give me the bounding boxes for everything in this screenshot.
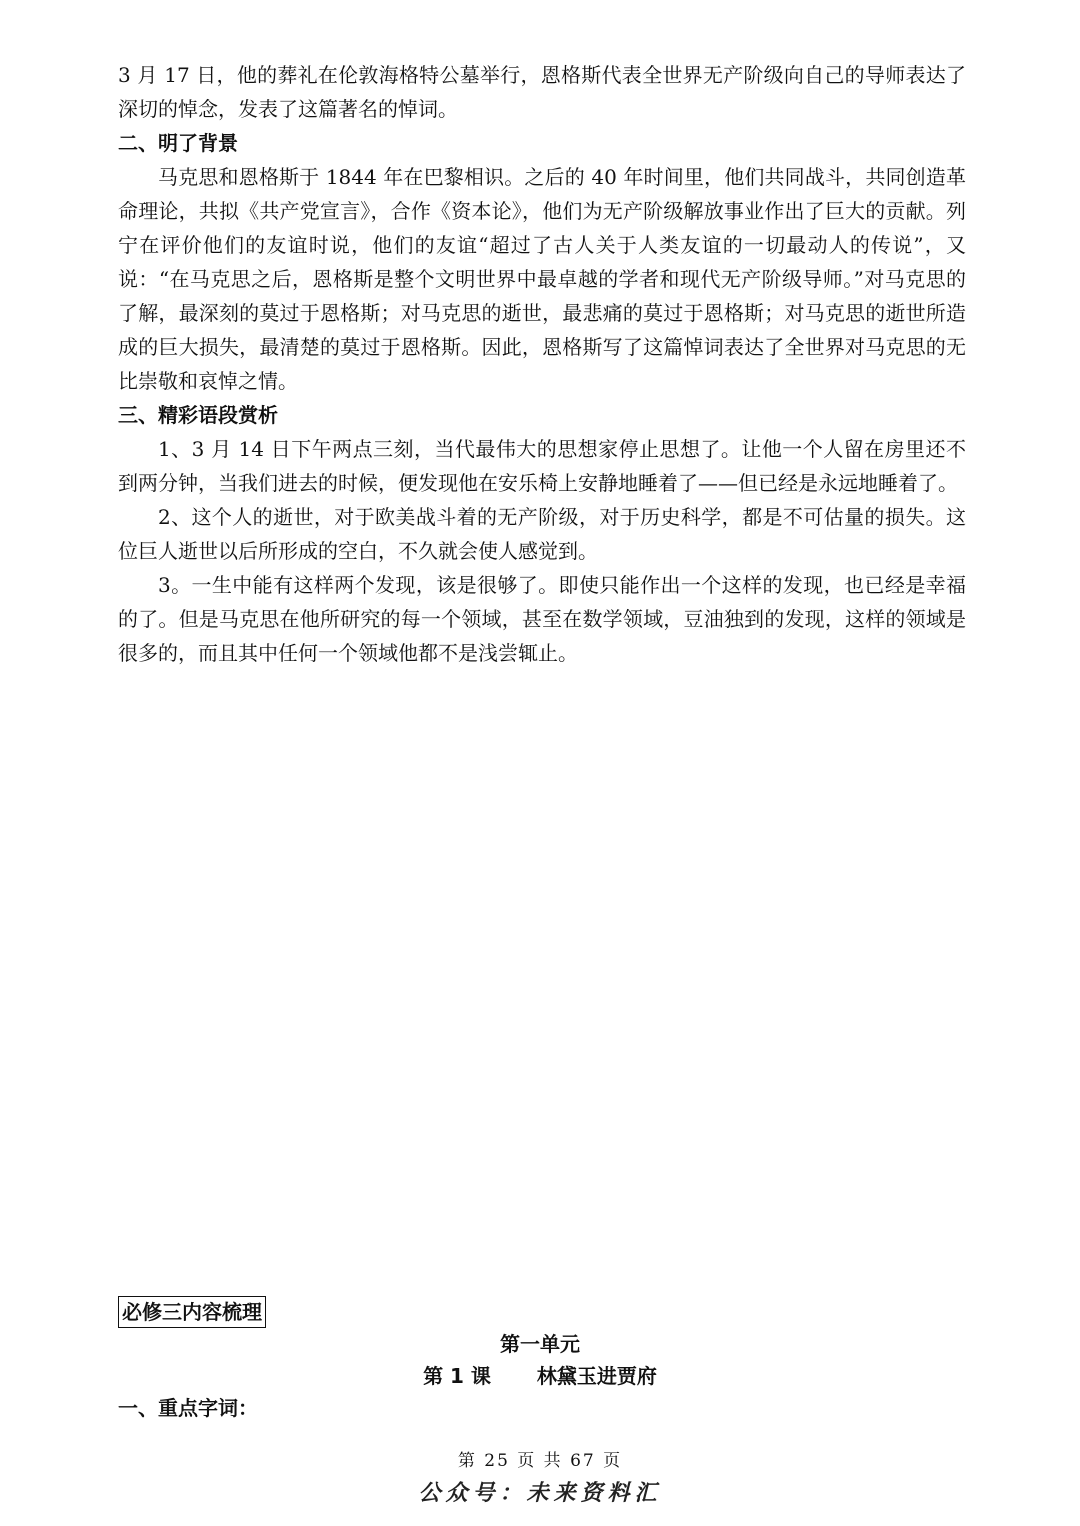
section2-heading: 二、明了背景 (118, 131, 238, 155)
boxed-section-title: 必修三内容梳理 (118, 1296, 266, 1328)
page-number: 第 25 页 共 67 页 (457, 1451, 623, 1471)
excerpt-3: 3。一生中能有这样两个发现，该是很够了。即使只能作出一个这样的发现，也已经是幸福的了。但是马克思在他所研究的每一个领域，甚至在数学领域，豆油独到的发现，这样的领域是很多的，而且其中任何一个领域他都不是浅尝辄止。 (118, 573, 966, 665)
keywords-heading: 一、重点字词： (118, 1396, 258, 1420)
lesson-title: 林黛玉进贾府 (536, 1364, 657, 1388)
intro-paragraph: 3 月 17 日，他的葬礼在伦敦海格特公墓举行，恩格斯代表全世界无产阶级向自己的导师表达了深切的悼念，发表了这篇著名的悼词。 (118, 63, 966, 121)
excerpt-1: 1、3 月 14 日下午两点三刻，当代最伟大的思想家停止思想了。让他一个人留在房里还不到两分钟，当我们进去的时候，便发现他在安乐椅上安静地睡着了——但已经是永远地睡着了。 (118, 437, 966, 495)
background-paragraph: 马克思和恩格斯于 1844 年在巴黎相识。之后的 40 年时间里，他们共同战斗，共同创造革命理论，共拟《共产党宣言》，合作《资本论》，他们为无产阶级解放事业作出了巨大的贡献。列宁在评价他们的友谊时说，他们的友谊“超过了古人关于人类友谊的一切最动人的传说”，又说：“在马克思之后，恩格斯是整个文明世界中最卓越的学者和现代无产阶级导师。”对马克思的了解，最深刻的莫过于恩格斯；对马克思的逝世，最悲痛的莫过于恩格斯；对马克思的逝世所造成的巨大损失，最清楚的莫过于恩格斯。因此，恩格斯写了这篇悼词表达了全世界对马克思的无比崇敬和哀悼之情。 (118, 165, 966, 393)
page-body (118, 58, 966, 670)
lesson-number: 第 1 课 (423, 1364, 491, 1388)
excerpt-2: 2、这个人的逝世，对于欧美战斗着的无产阶级，对于历史科学，都是不可估量的损失。这位巨人逝世以后所形成的空白，不久就会使人感觉到。 (118, 505, 966, 563)
watermark: 公众号：未来资料汇 (418, 1480, 662, 1506)
unit-title: 第一单元 (500, 1332, 580, 1356)
section3-heading: 三、精彩语段赏析 (118, 403, 278, 427)
lesson-heading (0, 1360, 1080, 1389)
